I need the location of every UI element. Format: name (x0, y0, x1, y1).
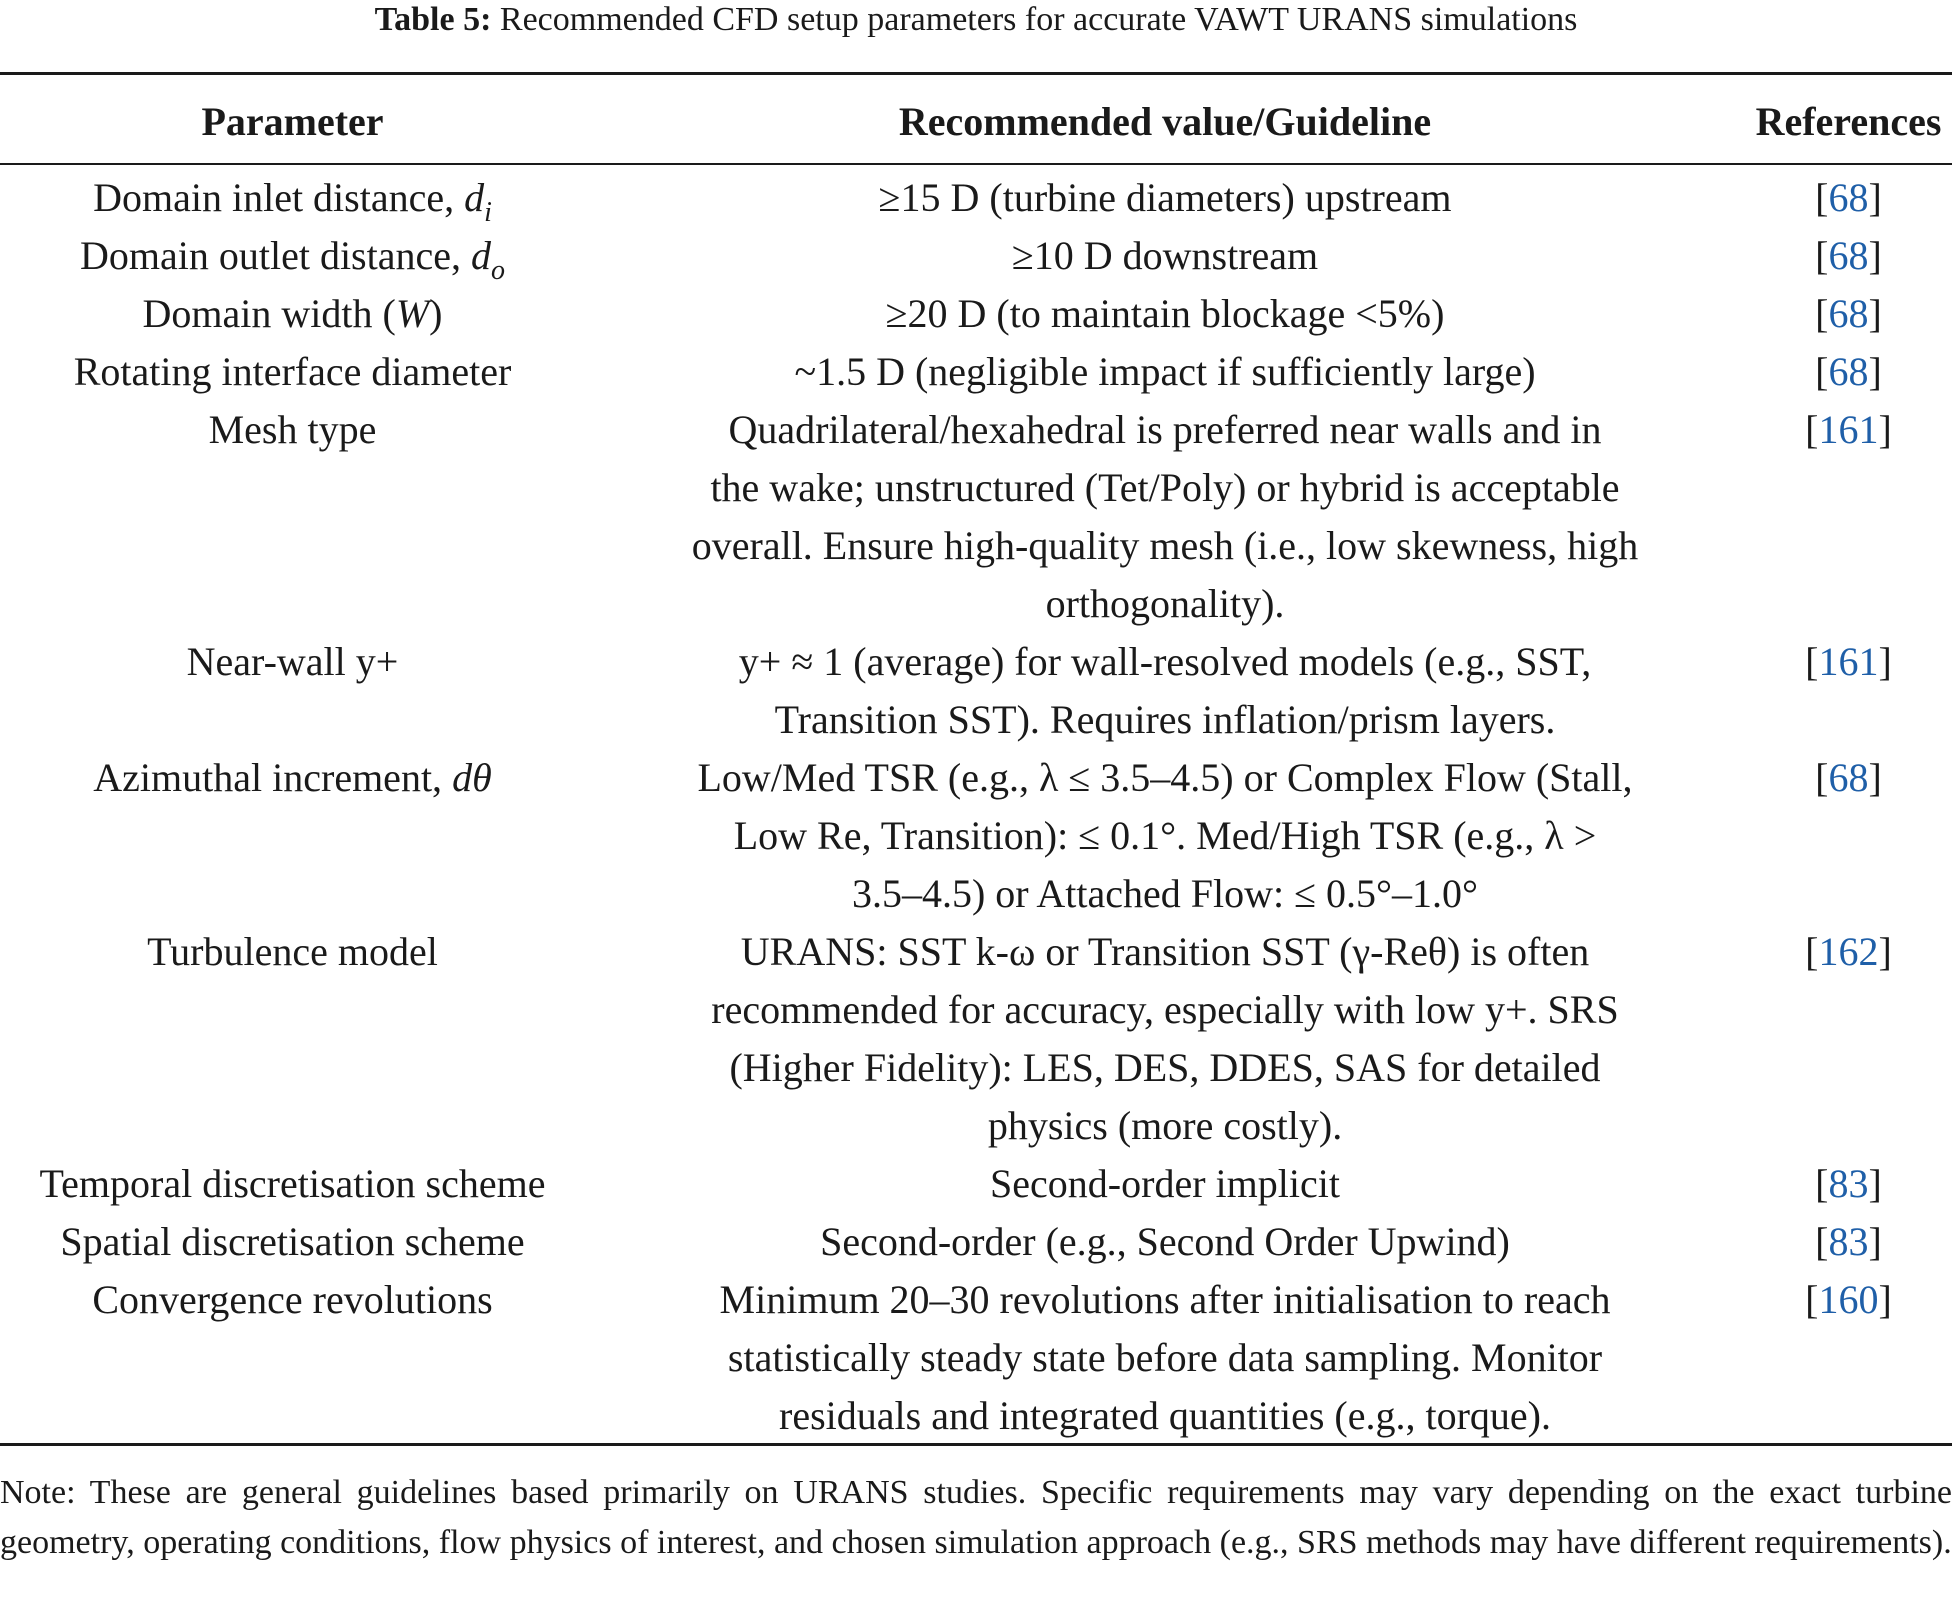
table-row (0, 343, 1952, 401)
value-cell: Minimum 20–30 revolutions after initialisation to reach statistically steady state before data sampling. Monitor residuals and integrated quantities (e.g., torque). (719, 1277, 1611, 1438)
reference-link[interactable]: [68] (1815, 233, 1882, 278)
reference-link[interactable]: [83] (1815, 1161, 1882, 1206)
reference-link[interactable]: [68] (1815, 175, 1882, 220)
reference-link[interactable]: [160] (1805, 1277, 1892, 1322)
reference-link[interactable]: [161] (1805, 639, 1892, 684)
parameter-cell: Mesh type (208, 407, 377, 452)
value-cell: Quadrilateral/hexahedral is preferred near walls and in the wake; unstructured (Tet/Poly) or hybrid is acceptable overall. Ensure high-quality mesh (i.e., low skewness, high orthogonality). (691, 407, 1639, 626)
parameter-cell: Convergence revolutions (92, 1277, 493, 1322)
table-row (0, 285, 1952, 343)
value-cell: ≥10 D downstream (1011, 233, 1319, 278)
table-row (0, 1155, 1952, 1213)
header-row (0, 82, 1952, 161)
reference-link[interactable]: [68] (1815, 755, 1882, 800)
parameter-cell: Temporal discretisation scheme (39, 1161, 546, 1206)
table-row (0, 923, 1952, 1155)
reference-link[interactable]: [83] (1815, 1219, 1882, 1264)
value-cell: Second-order (e.g., Second Order Upwind) (820, 1219, 1510, 1264)
reference-link[interactable]: [68] (1815, 291, 1882, 336)
value-cell: ≥20 D (to maintain blockage <5%) (885, 291, 1445, 336)
value-cell: Low/Med TSR (e.g., λ ≤ 3.5–4.5) or Complex Flow (Stall, Low Re, Transition): ≤ 0.1°. Med/High TSR (e.g., λ > 3.5–4.5) or Attached Flow: ≤ 0.5°–1.0° (697, 755, 1633, 916)
reference-link[interactable]: [162] (1805, 929, 1892, 974)
value-cell: Second-order implicit (990, 1161, 1340, 1206)
parameter-cell: Domain outlet distance, $d_o$ (79, 233, 505, 286)
top-rule (0, 72, 1952, 75)
parameter-cell: Near-wall y+ (186, 639, 399, 684)
value-cell: URANS: SST k-ω or Transition SST (γ-Reθ) is often recommended for accuracy, especially with low y+. SRS (Higher Fidelity): LES, DES, DDES, SAS for detailed physics (more costly). (711, 929, 1619, 1148)
parameter-cell: Domain width (W) (142, 291, 443, 336)
header-parameter: Parameter (201, 98, 384, 144)
parameter-cell: Domain inlet distance, $d_i$ (93, 175, 492, 228)
table-row (0, 749, 1952, 923)
table-caption (0, 0, 1952, 48)
parameter-cell: Azimuthal increment, dθ (93, 755, 492, 800)
parameter-cell: Rotating interface diameter (73, 349, 512, 394)
table-row (0, 1213, 1952, 1271)
parameter-cell: Turbulence model (147, 929, 438, 974)
reference-link[interactable]: [161] (1805, 407, 1892, 452)
table-row (0, 169, 1952, 227)
table-row (0, 227, 1952, 285)
table-row (0, 633, 1952, 749)
value-cell: y+ ≈ 1 (average) for wall-resolved models (e.g., SST, Transition SST). Requires inflation/prism layers. (738, 639, 1592, 742)
table-row (0, 401, 1952, 633)
reference-link[interactable]: [68] (1815, 349, 1882, 394)
value-cell: ~1.5 D (negligible impact if sufficiently large) (794, 349, 1536, 394)
parameters-table (0, 82, 1952, 1445)
table-label: Table 5: (374, 1, 492, 38)
table-note: Note: These are general guidelines based primarily on URANS studies. Specific requirements may vary depending on the exact turbine geometry, operating conditions, flow physics of interest, and chosen simulation approach (e.g., SRS methods may have different requirements). (0, 1474, 1952, 1561)
header-references: References (1755, 98, 1942, 144)
table-row (0, 1271, 1952, 1445)
table-title: Recommended CFD setup parameters for accurate VAWT URANS simulations (499, 1, 1578, 38)
value-cell: ≥15 D (turbine diameters) upstream (878, 175, 1452, 220)
header-value: Recommended value/Guideline (898, 98, 1432, 144)
parameter-cell: Spatial discretisation scheme (60, 1219, 525, 1264)
